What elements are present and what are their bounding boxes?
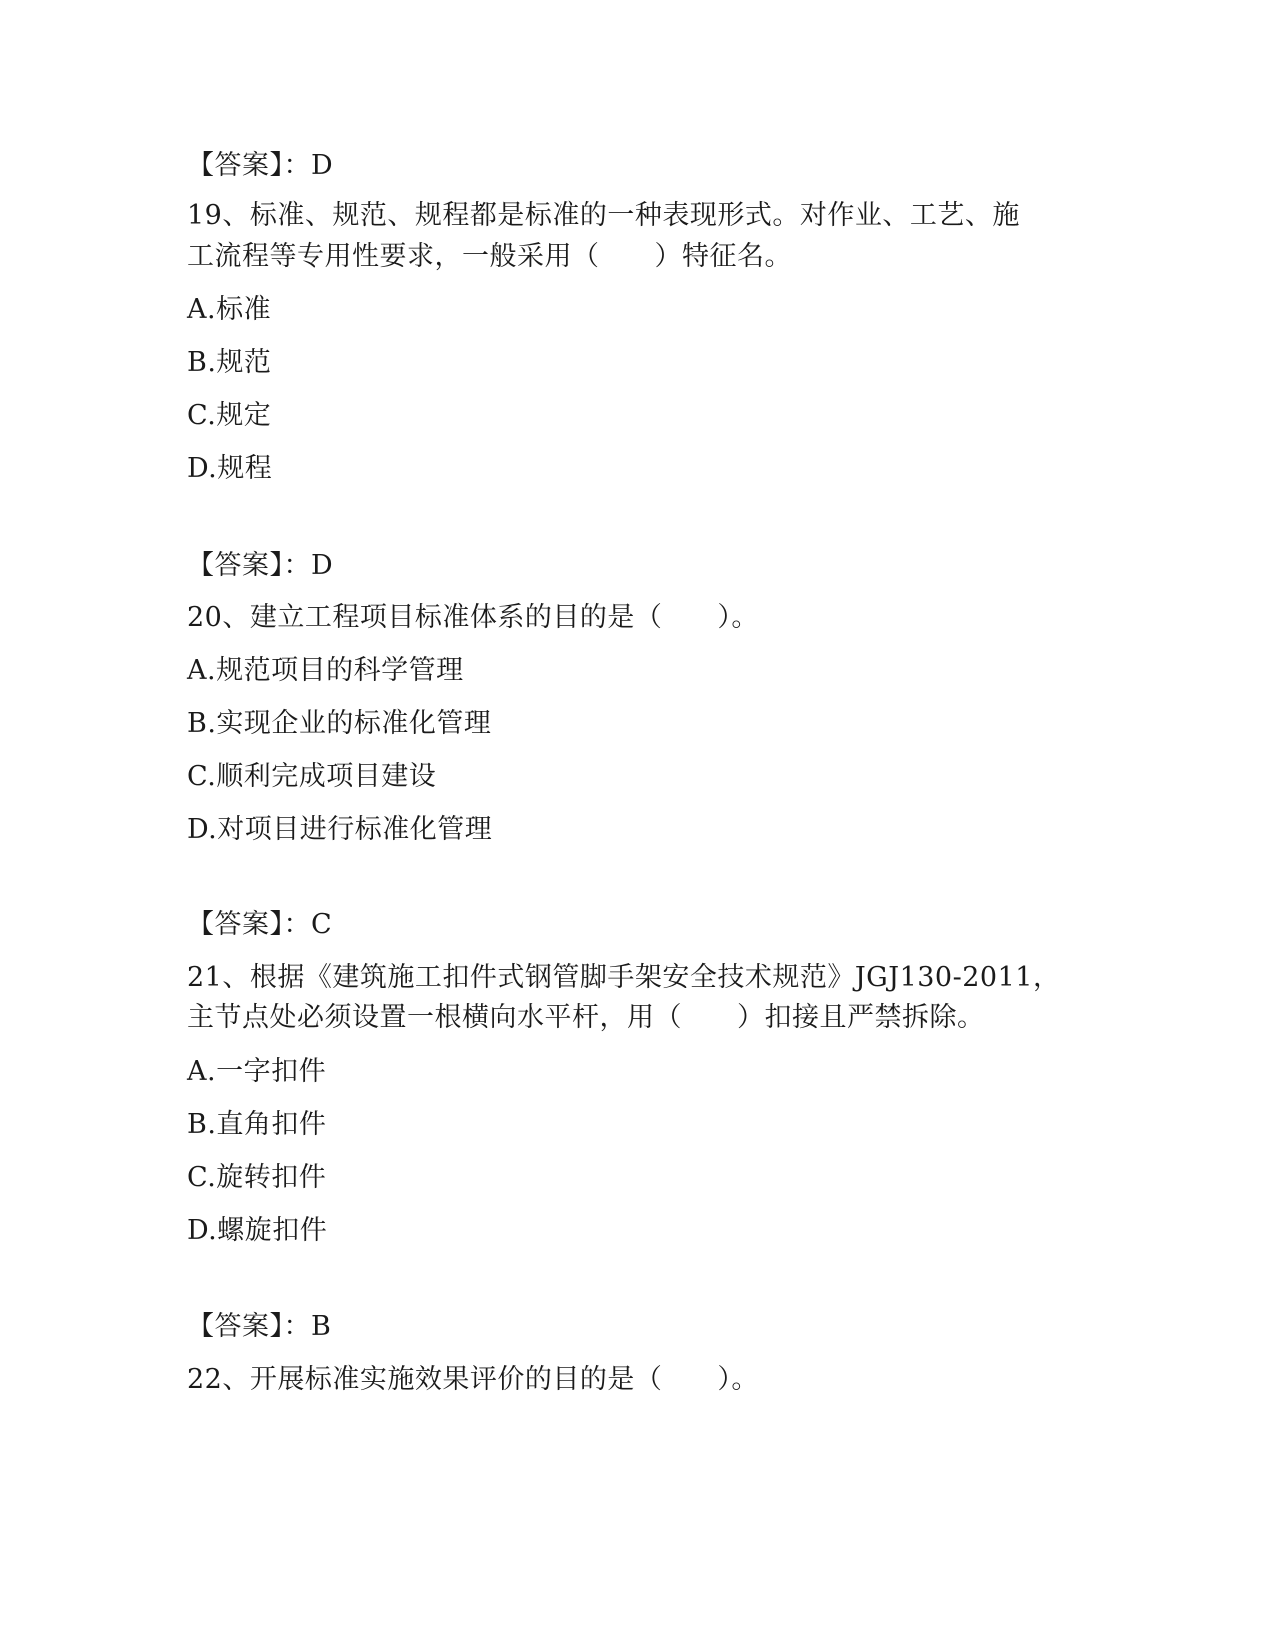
- question-20-option-a: A.规范项目的科学管理: [187, 655, 464, 686]
- question-19-option-b: B.规范: [187, 347, 272, 378]
- question-19-text-line-2: 工流程等专用性要求，一般采用（ ）特征名。: [187, 241, 792, 272]
- question-19-option-d: D.规程: [187, 453, 273, 484]
- question-21-option-d: D.螺旋扣件: [187, 1215, 328, 1246]
- answer-label: 【答案】：D: [187, 150, 334, 181]
- question-19-option-c: C.规定: [187, 400, 272, 431]
- question-21-text-line-2: 主节点处必须设置一根横向水平杆，用（ ）扣接且严禁拆除。: [187, 1002, 985, 1033]
- question-21-option-a: A.一字扣件: [187, 1056, 327, 1087]
- question-20-text-line-1: 20、建立工程项目标准体系的目的是（ ）。: [187, 602, 759, 633]
- question-19-text-line-1: 19、标准、规范、规程都是标准的一种表现形式。对作业、工艺、施: [187, 200, 1020, 231]
- answer-label: 【答案】：C: [187, 909, 333, 940]
- question-21-option-b: B.直角扣件: [187, 1109, 327, 1140]
- question-21-text-line-1: 21、根据《建筑施工扣件式钢管脚手架安全技术规范》JGJ130-2011，: [187, 962, 1061, 993]
- answer-label: 【答案】：B: [187, 1311, 332, 1342]
- question-20-option-b: B.实现企业的标准化管理: [187, 708, 492, 739]
- question-21-option-c: C.旋转扣件: [187, 1162, 327, 1193]
- question-20-option-c: C.顺利完成项目建设: [187, 761, 437, 792]
- question-22-text-line-1: 22、开展标准实施效果评价的目的是（ ）。: [187, 1364, 759, 1395]
- question-19-option-a: A.标准: [187, 294, 272, 325]
- question-20-option-d: D.对项目进行标准化管理: [187, 814, 493, 845]
- answer-label: 【答案】：D: [187, 550, 334, 581]
